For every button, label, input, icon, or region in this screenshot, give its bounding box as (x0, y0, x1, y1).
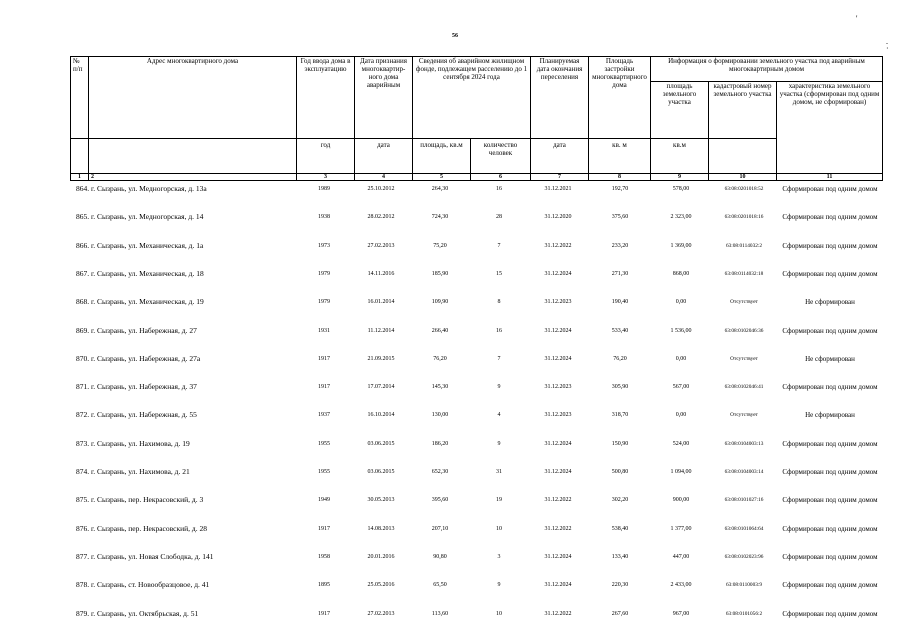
row-people: 16 (496, 186, 502, 192)
row-land-area: 578,00 (672, 186, 690, 192)
row-people: 9 (497, 440, 501, 447)
row-cadastral: 63:08:0201018:52 (724, 186, 764, 192)
unit-empty (709, 139, 777, 174)
row-characteristic: Сформирован под одним домом (782, 581, 878, 590)
row-year: 1989 (318, 186, 330, 192)
table-row (70, 212, 882, 240)
row-land-area: 0,00 (675, 412, 687, 419)
row-building-area: 220,30 (611, 582, 629, 589)
row-building-area: 318,70 (611, 412, 629, 419)
table-row (70, 382, 882, 410)
unit-year: год (297, 139, 355, 174)
header-land-area: площадь земельного участка (651, 82, 709, 139)
row-people: 15 (496, 270, 502, 277)
row-area: 185,90 (431, 270, 449, 277)
row-cadastral: Отсутствует (730, 355, 758, 362)
row-planned-date: 31.12.2023 (544, 384, 572, 391)
column-number: 2 (89, 174, 297, 181)
row-people: 10 (496, 525, 502, 532)
row-year: 1979 (318, 270, 330, 277)
row-people: 10 (496, 610, 502, 617)
row-building-area: 267,60 (611, 610, 629, 617)
row-people: 9 (497, 384, 501, 391)
row-area: 109,90 (431, 299, 449, 306)
row-area: 395,60 (431, 497, 449, 504)
row-land-area: 447,00 (672, 553, 690, 560)
row-address: 874. г. Сызрань, ул. Нахимова, д. 21 (76, 467, 190, 476)
row-building-area: 302,20 (611, 497, 629, 504)
table-row (70, 524, 882, 552)
row-date-unsafe: 14.11.2016 (367, 270, 395, 277)
table-row (70, 467, 882, 495)
row-characteristic: Сформирован под одним домом (782, 383, 878, 392)
row-date-unsafe: 21.09.2015 (367, 355, 395, 362)
row-area: 113,60 (431, 610, 449, 617)
row-cadastral: Отсутствует (730, 299, 758, 306)
header-date-unsafe: Дата признания многоквартир-ного дома аварийным (355, 57, 413, 139)
row-people: 7 (497, 242, 501, 249)
row-address: 871. г. Сызрань, ул. Набережная, д. 37 (76, 382, 197, 392)
row-characteristic: Сформирован под одним домом (782, 524, 878, 533)
row-building-area: 538,40 (611, 525, 629, 532)
row-land-area: 2 323,00 (670, 214, 692, 221)
table-row (70, 580, 882, 608)
row-cadastral: 63:08:0110003:9 (726, 582, 762, 589)
row-land-area: 868,00 (672, 270, 690, 277)
row-land-area: 967,00 (672, 610, 690, 617)
row-address: 876. г. Сызрань, пер. Некрасовский, д. 28 (76, 523, 207, 533)
column-number: 5 (413, 174, 471, 181)
row-building-area: 76,20 (613, 355, 627, 362)
unit-empty (71, 139, 89, 174)
header-cadastral: кадастровый номер земельного участка (709, 82, 777, 139)
row-planned-date: 31.12.2022 (544, 525, 572, 532)
row-address: 872. г. Сызрань, ул. Набережная, д. 55 (76, 410, 197, 420)
row-land-area: 2 433,00 (670, 582, 692, 589)
row-date-unsafe: 27.02.2013 (367, 242, 395, 249)
unit-build: кв. м (589, 139, 651, 174)
row-land-area: 1 094,00 (670, 469, 692, 475)
row-characteristic: Не сформирован (805, 298, 855, 307)
row-year: 1917 (318, 355, 330, 362)
row-cadastral: 63:08:0102023:96 (724, 553, 764, 560)
row-planned-date: 31.12.2024 (544, 327, 572, 334)
table-row (70, 269, 882, 297)
row-planned-date: 31.12.2024 (544, 355, 572, 362)
row-land-area: 0,00 (675, 299, 687, 306)
row-year: 1917 (318, 525, 330, 532)
unit-land: кв.м (651, 139, 709, 174)
row-land-area: 1 536,00 (670, 327, 692, 334)
row-building-area: 375,60 (611, 214, 629, 221)
header-characteristic: характеристика земельного участка (сформирован под одним домом, не сформирован) (777, 82, 883, 174)
row-year: 1949 (318, 497, 330, 504)
row-characteristic: Сформирован под одним домом (782, 468, 878, 476)
row-area: 75,20 (433, 242, 447, 249)
page-number: 56 (452, 33, 458, 39)
row-land-area: 1 369,00 (670, 242, 692, 249)
row-people: 7 (497, 355, 501, 362)
row-year: 1979 (318, 299, 330, 306)
row-building-area: 233,20 (611, 242, 629, 249)
row-building-area: 533,40 (611, 327, 629, 334)
column-number: 6 (471, 174, 531, 181)
table-row (70, 354, 882, 382)
row-planned-date: 31.12.2021 (544, 186, 572, 192)
row-building-area: 305,90 (611, 384, 629, 391)
row-area: 652,30 (431, 469, 449, 475)
row-date-unsafe: 16.10.2014 (367, 412, 395, 419)
row-people: 4 (497, 412, 501, 419)
table-row (70, 184, 882, 212)
row-planned-date: 31.12.2024 (544, 582, 572, 589)
row-building-area: 190,40 (611, 299, 629, 306)
row-characteristic: Сформирован под одним домом (782, 552, 878, 561)
column-number: 3 (297, 174, 355, 181)
row-cadastral: 63:08:0101027:16 (724, 497, 764, 504)
header-address: Адрес многоквартирного дома (89, 57, 297, 139)
row-area: 186,20 (431, 440, 449, 447)
row-characteristic: Сформирован под одним домом (782, 269, 878, 278)
row-year: 1931 (318, 327, 330, 334)
row-address: 879. г. Сызрань, ул. Октябрьская, д. 51 (76, 608, 199, 618)
row-land-area: 567,00 (672, 384, 690, 391)
row-cadastral: 63:08:0104003:13 (724, 440, 764, 447)
row-cadastral: 63:08:0101064:64 (724, 525, 764, 532)
row-date-unsafe: 27.02.2013 (367, 610, 395, 617)
row-area: 76,20 (433, 355, 447, 362)
row-characteristic: Сформирован под одним домом (782, 241, 878, 250)
row-address: 865. г. Сызрань, ул. Медногорская, д. 14 (76, 212, 204, 222)
row-planned-date: 31.12.2023 (544, 299, 572, 306)
row-address: 870. г. Сызрань, ул. Набережная, д. 27а (76, 353, 201, 363)
scan-mark: . (886, 37, 888, 46)
table-row (70, 609, 882, 637)
row-characteristic: Не сформирован (805, 411, 855, 420)
header-building-area: Площадь застройки многоквартирного дома (589, 57, 651, 139)
row-characteristic: Сформирован под одним домом (782, 496, 878, 505)
row-date-unsafe: 25.05.2016 (367, 582, 395, 589)
unit-people: количество человек (471, 139, 531, 174)
row-characteristic: Сформирован под одним домом (782, 609, 878, 618)
row-planned-date: 31.12.2024 (544, 553, 572, 560)
row-people: 19 (496, 497, 502, 504)
row-year: 1917 (318, 610, 330, 617)
unit-plan: дата (531, 139, 589, 174)
row-area: 266,40 (431, 327, 449, 334)
row-people: 8 (497, 299, 501, 306)
row-year: 1973 (318, 242, 330, 249)
row-planned-date: 31.12.2022 (544, 497, 572, 504)
row-address: 867. г. Сызрань, ул. Механическая, д. 18 (76, 268, 204, 278)
table-row (70, 495, 882, 523)
row-cadastral: 63:08:0101056:2 (725, 610, 763, 617)
row-date-unsafe: 30.05.2013 (367, 497, 395, 504)
table-row (70, 439, 882, 467)
unit-area: площадь, кв.м (413, 139, 471, 174)
row-date-unsafe: 03.06.2015 (367, 469, 395, 475)
row-address: 877. г. Сызрань, ул. Новая Слободка, д. 141 (76, 551, 214, 561)
unit-date: дата (355, 139, 413, 174)
row-planned-date: 31.12.2024 (544, 469, 572, 475)
row-address: 875. г. Сызрань, пер. Некрасовский, д. 3 (76, 495, 204, 505)
register-table-header (70, 56, 883, 181)
row-year: 1938 (318, 214, 330, 221)
header-land-info: Информация о формировании земельного участка под аварийным многоквартирным домом (651, 57, 883, 82)
header-number: № п/п (71, 57, 89, 139)
row-planned-date: 31.12.2022 (544, 610, 572, 617)
scan-mark: · (886, 44, 889, 53)
table-row (70, 326, 882, 354)
row-year: 1958 (318, 553, 330, 560)
table-row (70, 241, 882, 269)
scan-mark: ' (856, 14, 858, 23)
header-planned-date: Планируемая дата окончания переселения (531, 57, 589, 139)
table-row (70, 552, 882, 580)
row-characteristic: Не сформирован (805, 354, 855, 363)
header-year-entry: Год ввода дома в эксплуатацию (297, 57, 355, 139)
row-people: 28 (496, 214, 502, 221)
row-building-area: 271,30 (611, 270, 629, 277)
row-address: 866. г. Сызрань, ул. Механическая, д. 1а (76, 240, 204, 250)
column-number: 7 (531, 174, 589, 181)
row-land-area: 900,00 (672, 497, 690, 504)
header-emergency-info: Сведения об аварийном жилищном фонде, подлежащем расселению до 1 сентября 2024 года (413, 57, 531, 139)
row-land-area: 524,00 (672, 440, 690, 447)
row-address: 868. г. Сызрань, ул. Механическая, д. 19 (76, 297, 204, 307)
row-land-area: 0,00 (675, 355, 687, 362)
row-area: 207,10 (431, 525, 449, 532)
row-building-area: 192,70 (611, 186, 629, 192)
row-building-area: 500,80 (611, 469, 629, 475)
column-number: 10 (709, 174, 777, 181)
row-area: 264,30 (431, 186, 449, 192)
row-address: 873. г. Сызрань, ул. Нахимова, д. 19 (76, 438, 190, 448)
row-year: 1917 (318, 384, 330, 391)
row-cadastral: 63:08:0201018:16 (724, 214, 764, 221)
column-number: 11 (777, 174, 883, 181)
row-area: 130,00 (431, 412, 449, 419)
column-number: 8 (589, 174, 651, 181)
column-number: 4 (355, 174, 413, 181)
table-row (70, 297, 882, 325)
row-cadastral: 63:08:0102046:41 (724, 384, 764, 391)
row-cadastral: 63:08:0102046:36 (724, 327, 764, 334)
row-land-area: 1 377,00 (670, 525, 692, 532)
row-date-unsafe: 11.12.2014 (367, 327, 395, 334)
row-planned-date: 31.12.2024 (544, 270, 572, 277)
column-number: 9 (651, 174, 709, 181)
row-year: 1937 (318, 412, 330, 419)
row-planned-date: 31.12.2024 (544, 440, 572, 447)
row-date-unsafe: 14.08.2013 (367, 525, 395, 532)
row-area: 65,50 (433, 582, 447, 589)
row-year: 1955 (318, 469, 330, 475)
row-area: 90,80 (433, 553, 447, 560)
row-building-area: 150,90 (611, 440, 629, 447)
row-people: 9 (497, 582, 501, 589)
row-date-unsafe: 17.07.2014 (367, 384, 395, 391)
unit-empty (89, 139, 297, 174)
row-characteristic: Сформирован под одним домом (782, 439, 878, 448)
row-planned-date: 31.12.2023 (544, 412, 572, 419)
row-cadastral: 63:08:0114032:2 (726, 242, 762, 249)
row-date-unsafe: 20.01.2016 (367, 553, 395, 560)
row-date-unsafe: 16.01.2014 (367, 299, 395, 306)
row-cadastral: Отсутствует (730, 412, 758, 419)
table-row (70, 410, 882, 438)
row-cadastral: 63:08:0114032:18 (724, 270, 764, 277)
row-characteristic: Сформирован под одним домом (782, 213, 878, 222)
row-date-unsafe: 03.06.2015 (367, 440, 395, 447)
row-people: 16 (496, 327, 502, 334)
row-characteristic: Сформирован под одним домом (782, 326, 878, 335)
row-people: 31 (496, 469, 502, 475)
row-year: 1895 (318, 582, 330, 589)
row-date-unsafe: 28.02.2012 (367, 214, 395, 221)
row-people: 3 (497, 553, 501, 560)
row-planned-date: 31.12.2022 (544, 242, 572, 249)
row-cadastral: 63:08:0104003:14 (724, 469, 764, 475)
row-year: 1955 (318, 440, 330, 447)
row-address: 864. г. Сызрань, ул. Медногорская, д. 13а (76, 184, 207, 193)
row-address: 878. г. Сызрань, ст. Новообразцовое, д. 41 (76, 580, 210, 590)
row-building-area: 133,40 (611, 553, 629, 560)
column-number: 1 (71, 174, 89, 181)
row-date-unsafe: 25.10.2012 (367, 186, 395, 192)
row-area: 145,30 (431, 384, 449, 391)
row-area: 724,30 (431, 214, 449, 221)
row-characteristic: Сформирован под одним домом (782, 185, 878, 193)
row-address: 869. г. Сызрань, ул. Набережная, д. 27 (76, 325, 197, 335)
row-planned-date: 31.12.2020 (544, 214, 572, 221)
